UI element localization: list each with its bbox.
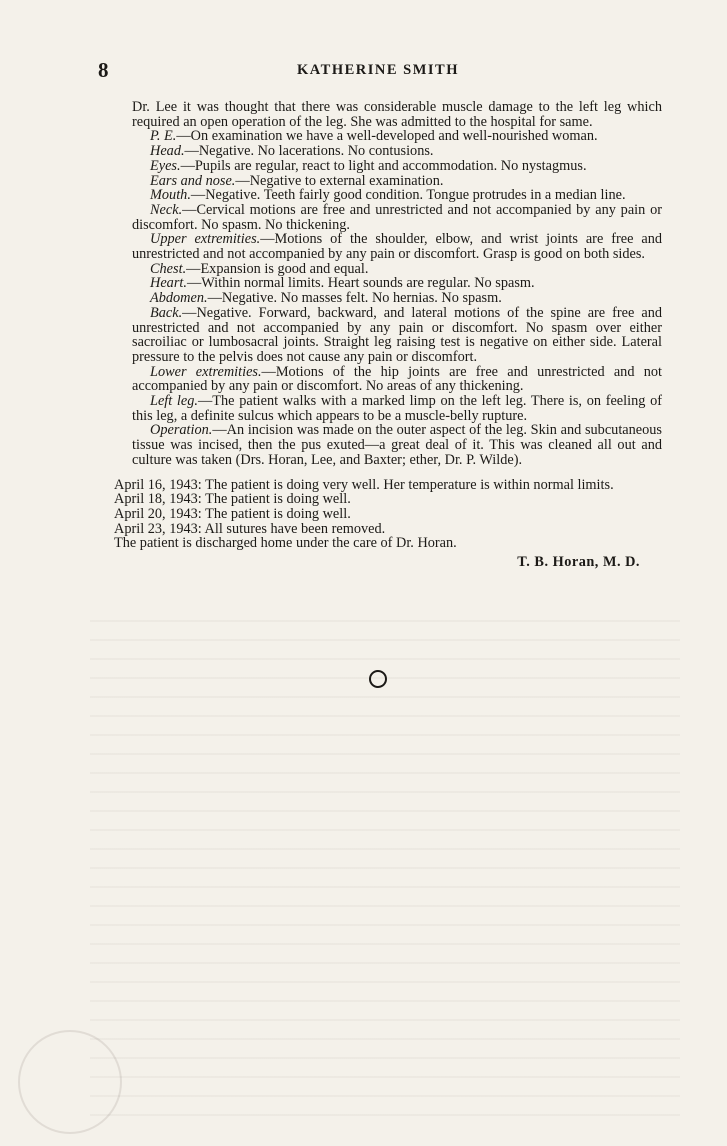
circle-ornament-icon — [369, 670, 387, 688]
finding-item — [132, 203, 662, 232]
intro-paragraph: Dr. Lee it was thought that there was considerable muscle damage to the left leg which required an open operation of the leg. She was admitted to the hospital for same. — [132, 99, 662, 130]
finding-heading: Chest. — [150, 260, 187, 277]
finding-item — [132, 159, 662, 174]
progress-note: April 23, 1943: All sutures have been removed. — [114, 520, 386, 537]
report-body — [114, 99, 662, 571]
finding-item — [132, 144, 662, 159]
finding-item — [132, 262, 662, 277]
findings-list — [132, 129, 662, 467]
page-number: 8 — [98, 58, 109, 82]
finding-item — [132, 188, 662, 203]
progress-notes — [114, 478, 662, 552]
running-title: KATHERINE SMITH — [296, 62, 460, 78]
finding-text: —Within normal limits. Heart sounds are regular. No spasm. — [186, 275, 535, 292]
progress-note: April 20, 1943: The patient is doing well. — [114, 505, 351, 522]
progress-note: April 18, 1943: The patient is doing well. — [114, 491, 351, 508]
finding-text: —Negative. No masses felt. No hernias. No spasm. — [207, 290, 502, 307]
bleed-through-texture — [90, 620, 680, 1120]
finding-item — [132, 174, 662, 189]
finding-item — [132, 276, 662, 291]
finding-heading: P. E. — [150, 128, 177, 145]
finding-item — [132, 232, 662, 261]
discharge-note: The patient is discharged home under the care of Dr. Horan. — [114, 535, 457, 552]
finding-item — [132, 129, 662, 144]
finding-text: —On examination we have a well-developed and well-nourished woman. — [176, 128, 598, 145]
finding-heading: Neck. — [150, 201, 183, 218]
finding-heading: Lower extremities. — [150, 363, 262, 380]
finding-item — [132, 423, 662, 467]
finding-heading: Heart. — [150, 275, 187, 292]
finding-heading: Operation. — [150, 422, 213, 439]
finding-text: —Negative. No lacerations. No contusions. — [184, 143, 434, 160]
finding-item — [132, 394, 662, 423]
finding-text: —Motions of the hip joints are free and unrestricted and not accompanied by any pain or discomfort. No areas of any thickening. — [132, 363, 662, 395]
finding-text: —Cervical motions are free and unrestricted and not accompanied by any pain or discomfort. No spasm. No thickening. — [132, 201, 662, 233]
finding-heading: Abdomen. — [150, 290, 208, 307]
faded-stamp-mark — [18, 1030, 122, 1134]
page-header — [98, 58, 658, 82]
finding-text: —Motions of the shoulder, elbow, and wrist joints are free and unrestricted and not accompanied by any pain or discomfort. Grasp is good on both sides. — [132, 231, 662, 263]
finding-heading: Head. — [150, 143, 185, 160]
finding-heading: Mouth. — [150, 187, 191, 204]
finding-text: —Negative. Teeth fairly good condition. Tongue protrudes in a median line. — [190, 187, 626, 204]
physician-signature: T. B. Horan, M. D. — [517, 554, 640, 571]
finding-text: —An incision was made on the outer aspect of the leg. Skin and subcutaneous tissue was incised, then the pus exuted—a great deal of it. This was cleaned all out and culture was taken (Drs. Horan, Lee, and Baxter; ether, Dr. P. Wilde). — [132, 422, 662, 468]
finding-item — [132, 365, 662, 394]
finding-heading: Eyes. — [150, 157, 181, 174]
finding-text: —Expansion is good and equal. — [186, 260, 369, 277]
finding-text: —Negative to external examination. — [235, 172, 444, 189]
finding-heading: Left leg. — [150, 393, 198, 410]
finding-text: —Pupils are regular, react to light and accommodation. No nystagmus. — [180, 157, 587, 174]
progress-note: April 16, 1943: The patient is doing very well. Her temperature is within normal limits. — [114, 476, 614, 493]
finding-text: —The patient walks with a marked limp on the left leg. There is, on feeling of this leg, a definite sulcus which appears to be a muscle-belly rupture. — [132, 393, 662, 424]
finding-heading: Ears and nose. — [150, 172, 236, 189]
finding-item — [132, 306, 662, 365]
finding-heading: Upper extremities. — [150, 231, 261, 248]
finding-item — [132, 291, 662, 306]
finding-heading: Back. — [150, 304, 183, 321]
finding-text: —Negative. Forward, backward, and lateral motions of the spine are free and unrestricted and not accompanied by any pain or discomfort. No spasm over either sacroiliac or lumbosacral joints. Straight leg raising test is negative on either side. Lateral pressure to the pelvis does not cause any pain or discomfort. — [132, 304, 662, 365]
